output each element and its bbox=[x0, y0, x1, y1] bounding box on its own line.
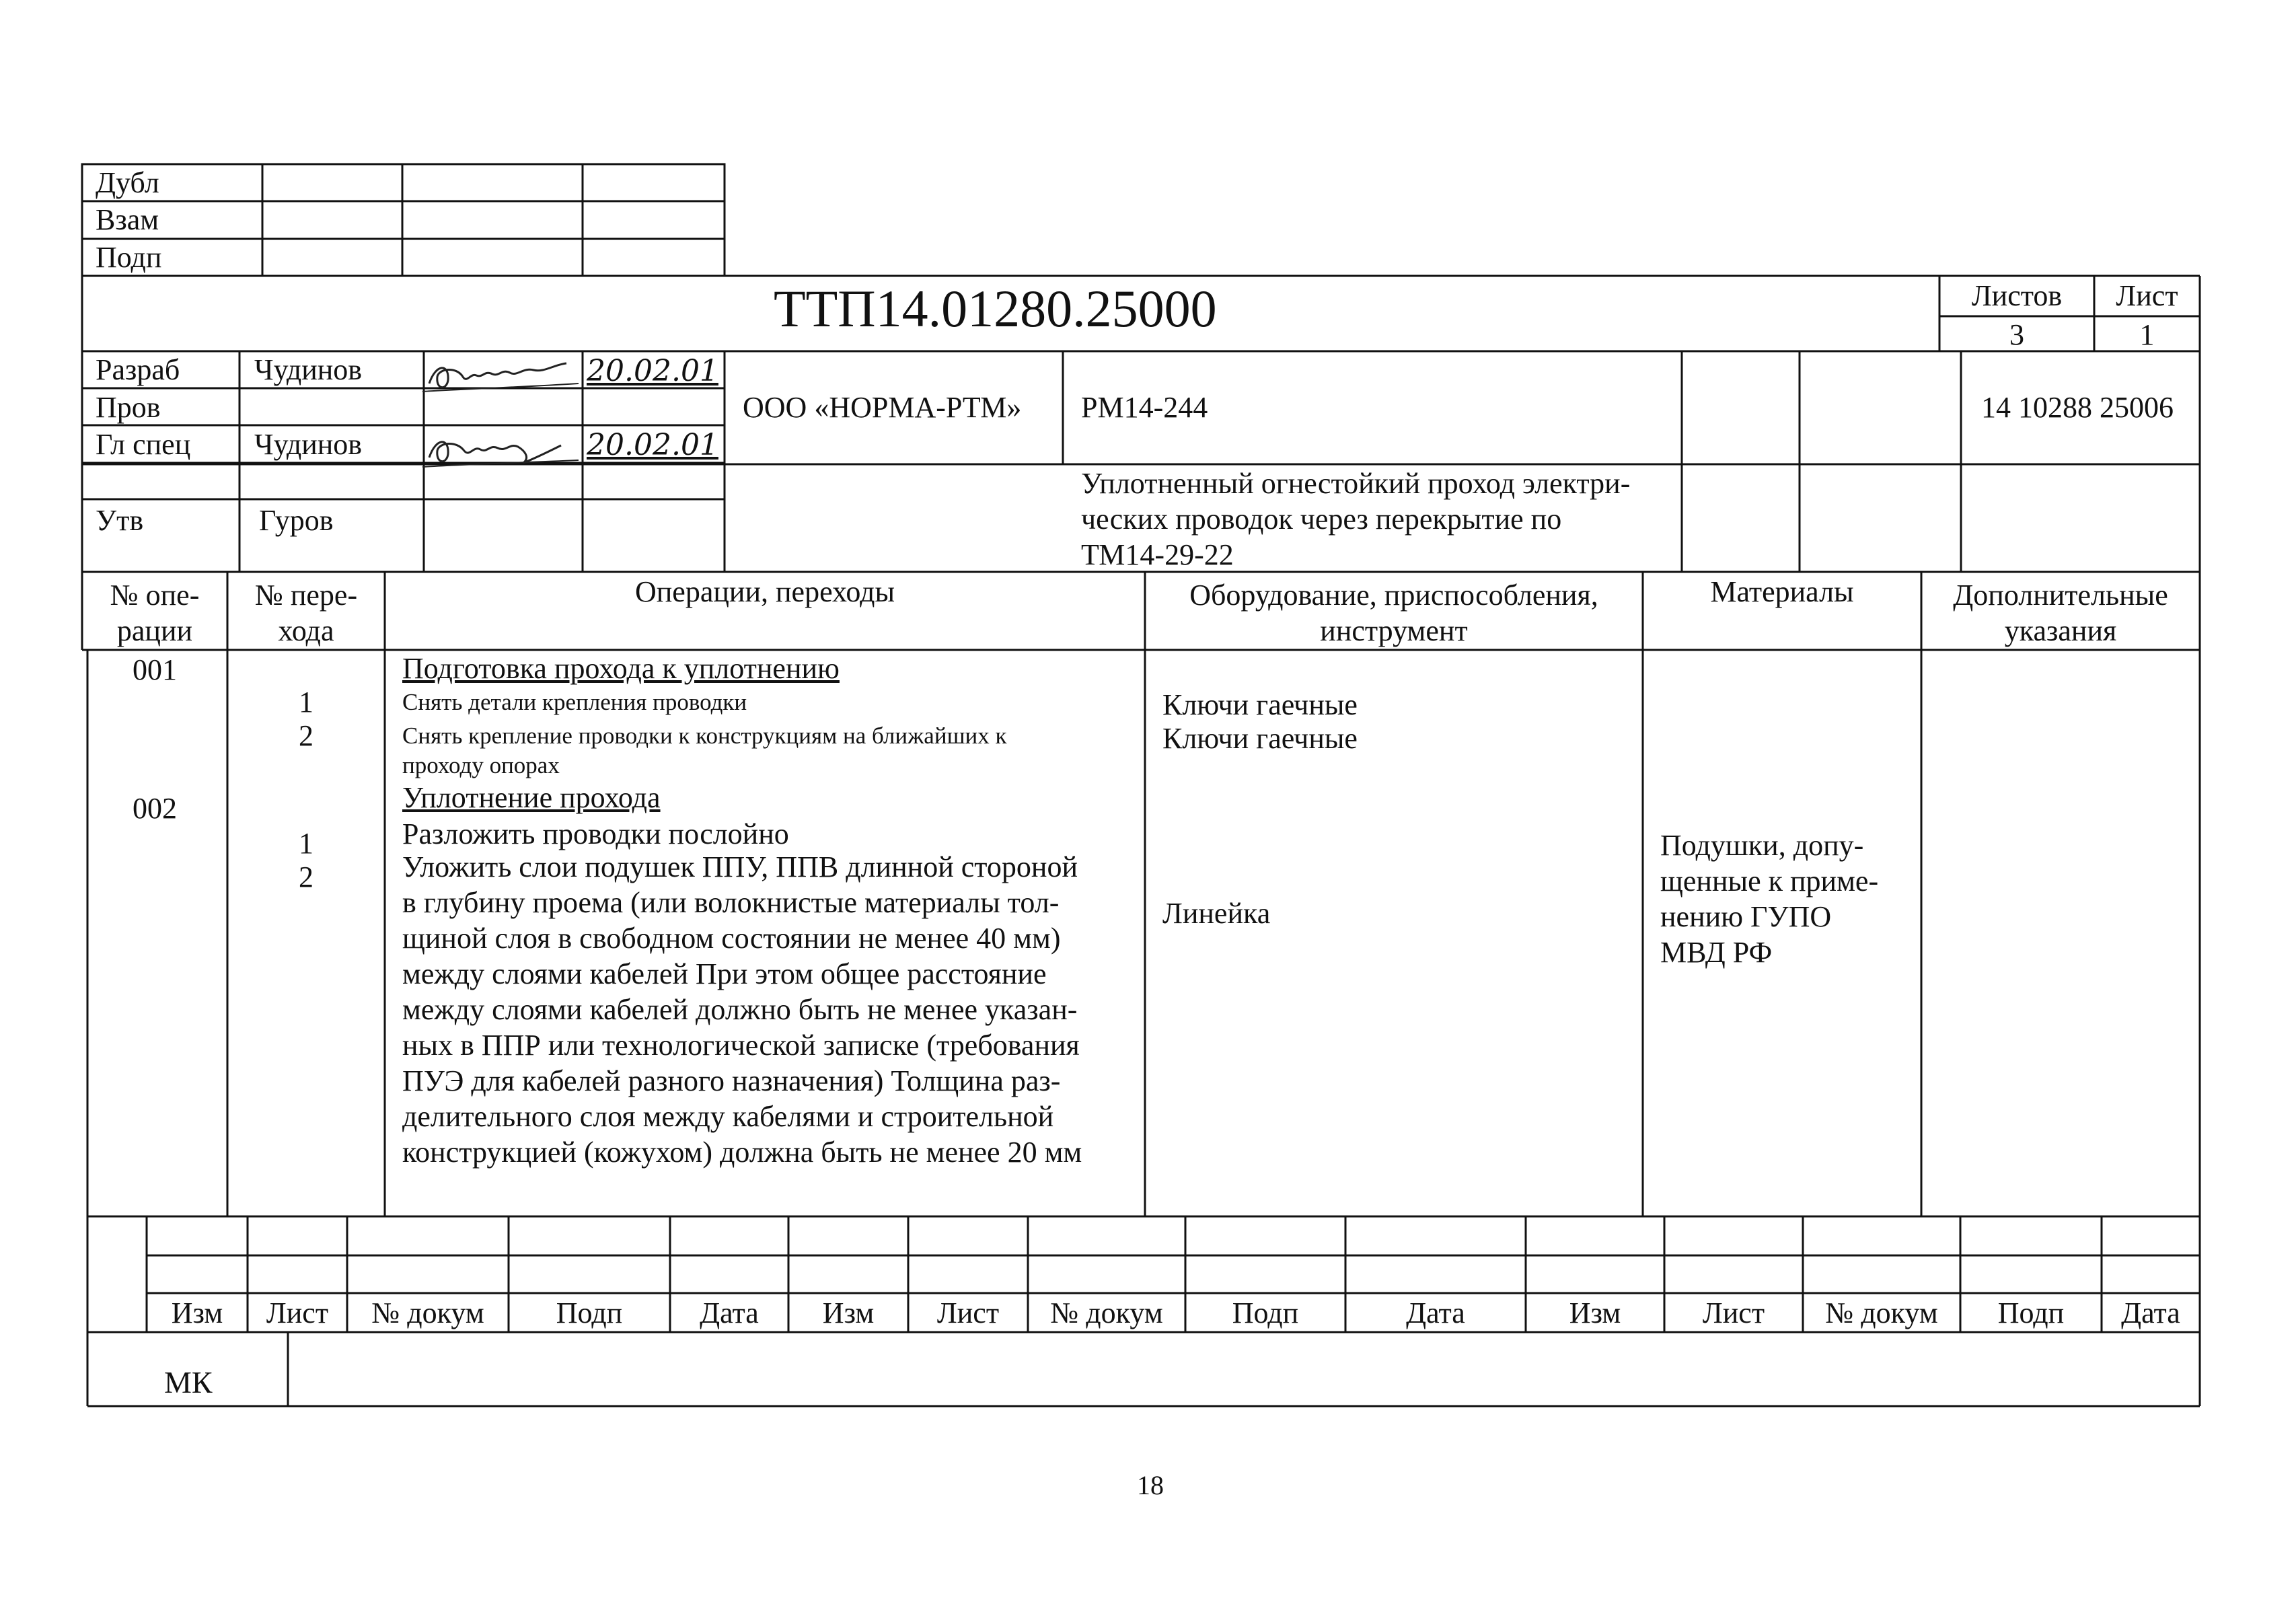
op2-step2-line: ПУЭ для кабелей разного назначения) Толщина раз- bbox=[402, 1064, 1061, 1097]
op2-step1-text: Разложить проводки послойно bbox=[402, 817, 789, 850]
rev-label: Лист bbox=[1702, 1296, 1765, 1329]
dubl-label: Дубл bbox=[96, 166, 159, 199]
step-number: 1 bbox=[299, 827, 313, 860]
razrab-label: Разраб bbox=[96, 353, 180, 386]
page-number: 18 bbox=[1137, 1470, 1164, 1500]
equipment-item: Ключи гаечные bbox=[1162, 722, 1358, 755]
op2-step2-line: ных в ППР или технологической записке (требования bbox=[402, 1029, 1080, 1062]
rev-label: Дата bbox=[2121, 1296, 2180, 1329]
op2-step2-line: между слоями кабелей должно быть не менее указан- bbox=[402, 993, 1078, 1026]
header-equipment-line: Оборудование, приспособления, bbox=[1189, 579, 1598, 612]
product-code: РМ14-244 bbox=[1081, 391, 1208, 424]
op2-step2-line: Уложить слои подушек ППУ, ППВ длинной стороной bbox=[402, 850, 1078, 883]
rev-label: Подп bbox=[556, 1296, 623, 1329]
op2-step2-line: щиной слоя в свободном состоянии не менее 40 мм) bbox=[402, 922, 1061, 955]
header-additional-line: указания bbox=[2004, 614, 2117, 647]
step-number: 2 bbox=[299, 860, 313, 893]
product-name-line: ческих проводок через перекрытие по bbox=[1081, 503, 1562, 536]
rev-label: Изм bbox=[1569, 1296, 1621, 1329]
rev-label: Дата bbox=[700, 1296, 759, 1329]
razrab-date: 20.02.01 bbox=[587, 354, 718, 388]
materials-line: Подушки, допу- bbox=[1660, 829, 1864, 862]
op1-title: Подготовка прохода к уплотнению bbox=[402, 652, 840, 685]
header-equipment bbox=[1145, 577, 1643, 649]
prov-label: Пров bbox=[96, 391, 161, 424]
razrab-signature bbox=[422, 357, 584, 397]
materials-line: МВД РФ bbox=[1660, 936, 1773, 969]
op2-title: Уплотнение прохода bbox=[402, 781, 661, 814]
header-op-no-line: № опе- bbox=[110, 579, 200, 612]
header-step-no-line: хода bbox=[278, 614, 334, 647]
rev-label: Изм bbox=[171, 1296, 223, 1329]
sheet-number-label: Лист bbox=[2116, 279, 2178, 312]
op2-step2-text bbox=[402, 849, 1082, 1170]
op2-step2-line: делительного слоя между кабелями и строительной bbox=[402, 1100, 1054, 1133]
materials-line: нению ГУПО bbox=[1660, 900, 1832, 933]
materials-line: щенные к приме- bbox=[1660, 865, 1879, 897]
rev-label: № докум bbox=[1050, 1296, 1163, 1329]
header-op-no bbox=[82, 577, 227, 649]
header-materials: Материалы bbox=[1710, 575, 1854, 608]
step-number: 2 bbox=[299, 719, 313, 752]
header-step-no-line: № пере- bbox=[254, 579, 358, 612]
op-number-002: 002 bbox=[133, 792, 177, 825]
equipment-item: Линейка bbox=[1162, 897, 1271, 930]
sheet-number-value: 1 bbox=[2139, 318, 2155, 351]
rev-label: Изм bbox=[822, 1296, 875, 1329]
product-name-line: Уплотненный огнестойкий проход электри- bbox=[1081, 467, 1631, 500]
registration-number: 14 10288 25006 bbox=[1981, 391, 2174, 424]
op1-step2-text-line: проходу опорах bbox=[402, 752, 560, 778]
podp-label: Подп bbox=[96, 241, 162, 274]
product-name-line: ТМ14-29-22 bbox=[1081, 538, 1234, 571]
header-operations: Операции, переходы bbox=[634, 575, 895, 608]
utv-label: Утв bbox=[96, 504, 144, 537]
op2-step2-line: между слоями кабелей При этом общее расстояние bbox=[402, 957, 1047, 990]
vzam-label: Взам bbox=[96, 203, 159, 236]
equipment-item: Ключи гаечные bbox=[1162, 688, 1358, 721]
gl-spec-signature bbox=[422, 431, 584, 471]
header-equipment-line: инструмент bbox=[1320, 614, 1468, 647]
gl-spec-date: 20.02.01 bbox=[587, 428, 718, 462]
sheets-count-value: 3 bbox=[2009, 318, 2024, 351]
document-code: ТТП14.01280.25000 bbox=[774, 279, 1217, 338]
header-additional bbox=[1921, 577, 2200, 649]
rev-label: Дата bbox=[1406, 1296, 1465, 1329]
organization-name: ООО «НОРМА-РТМ» bbox=[743, 391, 1022, 424]
op1-step2-text-line: Снять крепление проводки к конструкциям на ближайших к bbox=[402, 723, 1007, 749]
op1-step1-text: Снять детали крепления проводки bbox=[402, 689, 747, 715]
product-name bbox=[1081, 466, 1630, 573]
rev-label: Лист bbox=[936, 1296, 1000, 1329]
op2-step2-line: конструкцией (кожухом) должна быть не менее 20 мм bbox=[402, 1136, 1082, 1169]
form-code: МК bbox=[164, 1365, 213, 1399]
gl-spec-name: Чудинов bbox=[254, 428, 363, 461]
rev-label: Лист bbox=[266, 1296, 329, 1329]
header-step-no bbox=[227, 577, 385, 649]
razrab-name: Чудинов bbox=[254, 353, 363, 386]
op-number-001: 001 bbox=[133, 653, 177, 686]
rev-label: № докум bbox=[371, 1296, 484, 1329]
rev-label: Подп bbox=[1232, 1296, 1299, 1329]
header-op-no-line: рации bbox=[116, 614, 193, 647]
rev-label: Подп bbox=[1997, 1296, 2065, 1329]
header-additional-line: Дополнительные bbox=[1953, 579, 2168, 612]
sheets-count-label: Листов bbox=[1971, 279, 2063, 312]
gl-spec-label: Гл спец bbox=[96, 428, 191, 461]
rev-label: № докум bbox=[1825, 1296, 1938, 1329]
materials-text bbox=[1660, 828, 1878, 970]
op2-step2-line: в глубину проема (или волокнистые материалы тол- bbox=[402, 886, 1060, 919]
utv-name: Гуров bbox=[259, 504, 334, 537]
step-number: 1 bbox=[299, 686, 313, 719]
